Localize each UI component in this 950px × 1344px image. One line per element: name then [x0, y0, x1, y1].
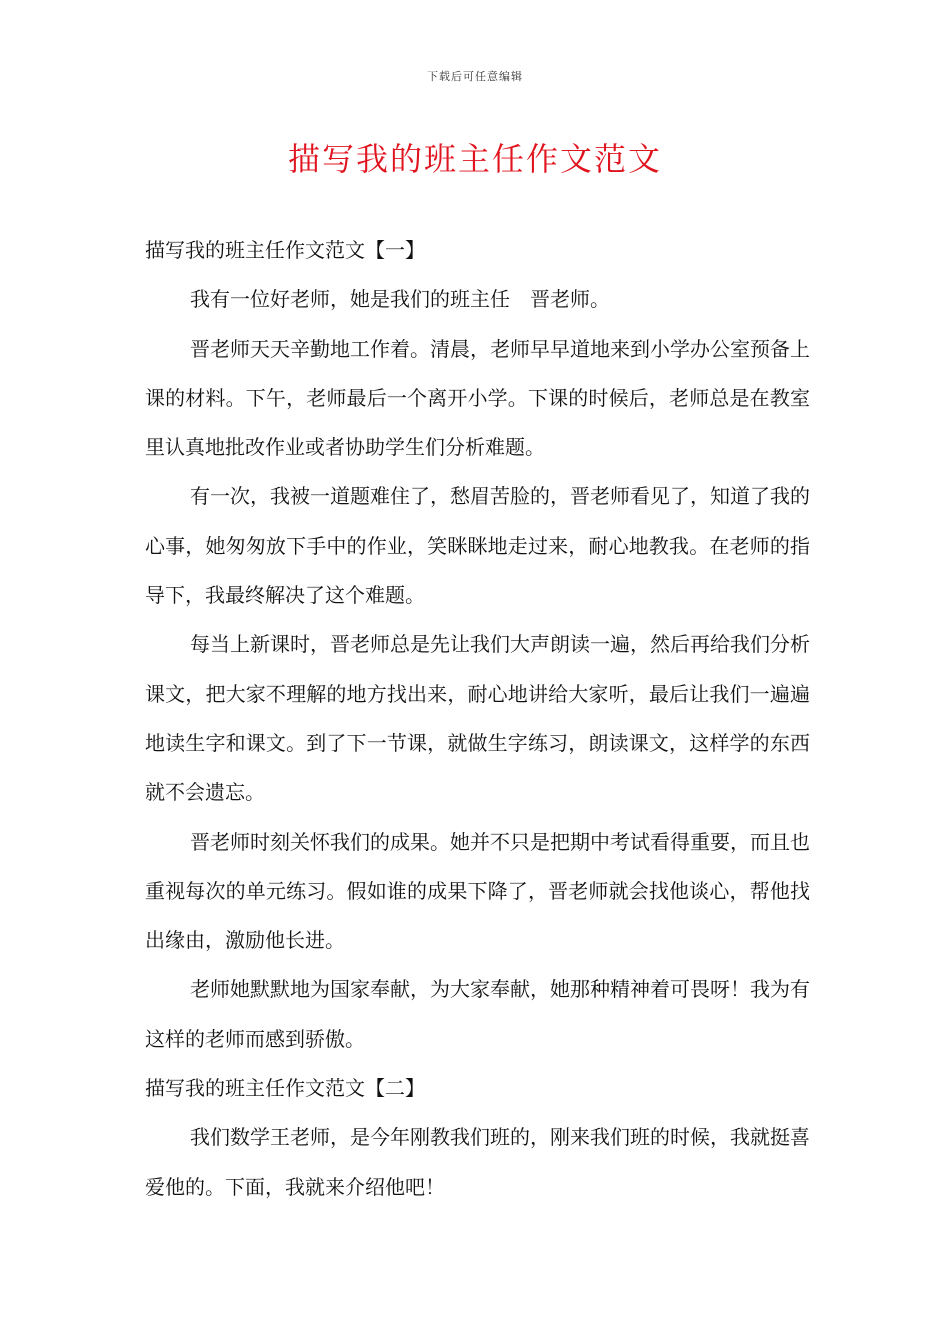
section-heading-1: 描写我的班主任作文范文【一】	[145, 238, 425, 262]
paragraph: 晋老师天天辛勤地工作着。清晨，老师早早道地来到小学办公室预备上课的材料。下午，老师最后一个离开小学。下课的时候后，老师总是在教室里认真地批改作业或者协助学生们分析难题。	[145, 336, 810, 460]
paragraph: 我们数学王老师，是今年刚教我们班的，刚来我们班的时候，我就挺喜爱他的。下面，我就来介绍他吧！	[145, 1125, 810, 1199]
section-heading-2: 描写我的班主任作文范文【二】	[145, 1076, 425, 1101]
document-title: 描写我的班主任作文范文	[287, 140, 662, 178]
paragraph: 晋老师时刻关怀我们的成果。她并不只是把期中考试看得重要，而且也重视每次的单元练习。假如谁的成果下降了，晋老师就会找他谈心，帮他找出缘由，激励他长进。	[145, 829, 810, 953]
paragraph: 老师她默默地为国家奉献，为大家奉献，她那种精神着可畏呀！我为有这样的老师而感到骄傲。	[145, 977, 810, 1051]
document-body	[145, 226, 810, 1212]
paragraph: 我有一位好老师，她是我们的班主任 晋老师。	[190, 287, 610, 312]
header-note: 下载后可任意编辑	[427, 70, 523, 83]
paragraph: 有一次，我被一道题难住了，愁眉苦脸的，晋老师看见了，知道了我的心事，她匆匆放下手中的作业，笑眯眯地走过来，耐心地教我。在老师的指导下，我最终解决了这个难题。	[145, 484, 810, 608]
paragraph: 每当上新课时，晋老师总是先让我们大声朗读一遍，然后再给我们分析课文，把大家不理解的地方找出来，耐心地讲给大家听，最后让我们一遍遍地读生字和课文。到了下一节课，就做生字练习，朗读课文，这样学的东西就不会遗忘。	[145, 632, 810, 805]
